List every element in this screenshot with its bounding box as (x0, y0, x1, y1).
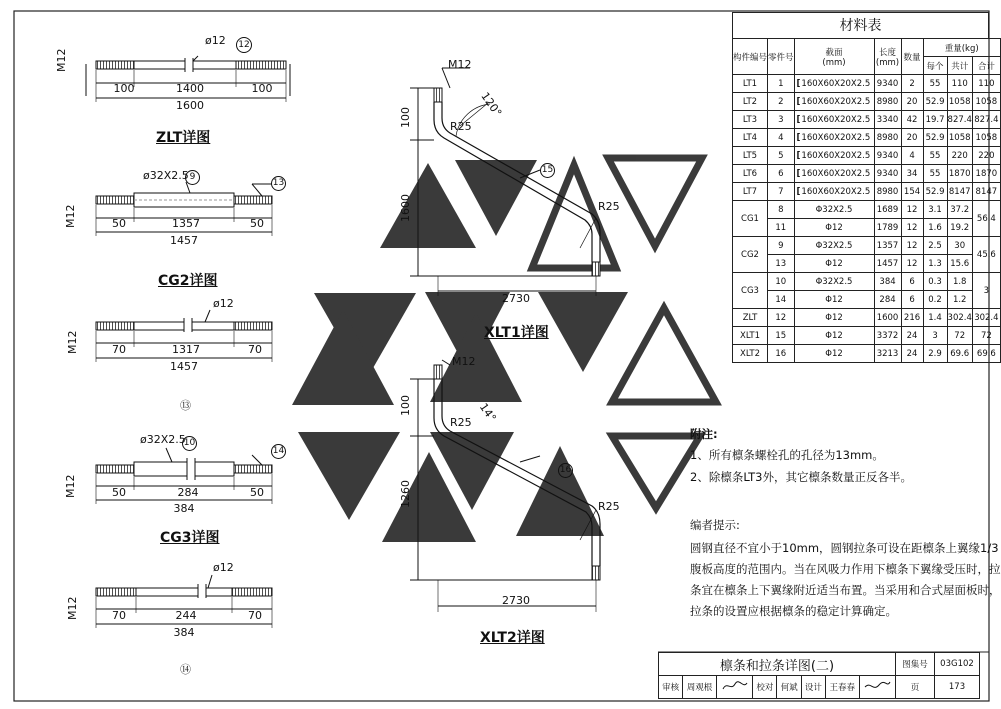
reviewer-signature (716, 676, 752, 699)
quantity-cell: 12 (901, 255, 923, 273)
length-cell: 3340 (874, 111, 901, 129)
design-label: 设计 (801, 676, 825, 699)
section-cell: Φ12 (794, 291, 874, 309)
length-cell: 8980 (874, 93, 901, 111)
part-no-cell: 13 (768, 255, 795, 273)
weight-each-cell: 55 (923, 147, 947, 165)
atlas-no: 03G102 (935, 653, 980, 676)
watermark-triangle (612, 308, 716, 402)
zlt-part-circle: 12 (236, 37, 252, 53)
p13-m12-label: M12 (66, 330, 79, 354)
length-cell: 8980 (874, 183, 901, 201)
quantity-cell: 154 (901, 183, 923, 201)
weight-sum-cell: 56.4 (972, 201, 1000, 237)
weight-sum-cell: 72 (972, 327, 1000, 345)
member-no-cell: XLT2 (733, 345, 768, 363)
cg2-dim-left: 50 (112, 217, 126, 230)
part-no-cell: 10 (768, 273, 795, 291)
weight-total-cell: 19.2 (947, 219, 972, 237)
quantity-cell: 12 (901, 237, 923, 255)
xlt1-angle-label: 120° (478, 89, 505, 120)
cg3-part-circle: 10 (182, 436, 197, 451)
section-value: 160X60X20X2.5 (801, 132, 871, 143)
table-row (733, 237, 1001, 255)
weight-sum-cell: 302.4 (972, 309, 1000, 327)
table-row (733, 129, 1001, 147)
weight-sum-cell: 45.6 (972, 237, 1000, 273)
note-2: 2、除檩条LT3外，其它檩条数量正反各半。 (690, 470, 912, 484)
weight-each-cell: 19.7 (923, 111, 947, 129)
p14-dim-mid: 244 (175, 609, 197, 622)
weight-each-cell: 1.3 (923, 255, 947, 273)
cg2-m12-label: M12 (64, 204, 77, 228)
channel-section-icon: [ (796, 150, 801, 161)
header-weight: 重量(kg) (923, 39, 1000, 57)
length-cell: 284 (874, 291, 901, 309)
quantity-cell: 12 (901, 219, 923, 237)
p14-dim-right: 70 (248, 609, 262, 622)
part-no-cell: 2 (768, 93, 795, 111)
table-row (733, 273, 1001, 291)
xlt1-part-circle: 15 (540, 163, 555, 178)
weight-each-cell: 55 (923, 75, 947, 93)
quantity-cell: 42 (901, 111, 923, 129)
table-row (733, 309, 1001, 327)
table-row (733, 111, 1001, 129)
p14-dia-label: ø12 (213, 561, 234, 574)
section-value: 160X60X20X2.5 (801, 150, 871, 161)
header-part-no: 零件号 (768, 39, 795, 75)
quantity-cell: 2 (901, 75, 923, 93)
cg3-m12-label: M12 (64, 474, 77, 498)
xlt2-r2-label: R25 (598, 500, 620, 513)
weight-total-cell: 1870 (947, 165, 972, 183)
section-cell (794, 129, 874, 147)
length-cell: 1357 (874, 237, 901, 255)
member-no-cell: ZLT (733, 309, 768, 327)
length-cell: 1689 (874, 201, 901, 219)
weight-sum-cell: 220 (972, 147, 1000, 165)
weight-sum-cell: 1058 (972, 129, 1000, 147)
weight-total-cell: 30 (947, 237, 972, 255)
section-cell: Φ12 (794, 219, 874, 237)
editor-heading: 编者提示: (690, 518, 740, 532)
zlt-dia-label: ø12 (205, 34, 226, 47)
part-no-cell: 12 (768, 309, 795, 327)
length-cell: 1789 (874, 219, 901, 237)
checker-name: 何斌 (777, 676, 801, 699)
length-cell: 9340 (874, 75, 901, 93)
length-cell: 1457 (874, 255, 901, 273)
cg3-dim-right: 50 (250, 486, 264, 499)
table-row (733, 291, 1001, 309)
section-cell (794, 165, 874, 183)
weight-sum-cell: 1058 (972, 93, 1000, 111)
length-cell: 9340 (874, 147, 901, 165)
xlt2-dim-height: 1260 (399, 480, 412, 508)
part-no-cell: 9 (768, 237, 795, 255)
member-no-cell: LT4 (733, 129, 768, 147)
editor-note-4: 拉条的设置应根据檩条的稳定计算确定。 (690, 604, 897, 618)
part-no-cell: 1 (768, 75, 795, 93)
weight-each-cell: 0.2 (923, 291, 947, 309)
xlt2-angle-label: 14° (476, 400, 499, 425)
length-cell: 9340 (874, 165, 901, 183)
weight-total-cell: 15.6 (947, 255, 972, 273)
member-no-cell: CG3 (733, 273, 768, 309)
section-value: 160X60X20X2.5 (801, 186, 871, 197)
member-no-cell: CG2 (733, 237, 768, 273)
header-weight-total: 共计 (947, 57, 972, 75)
quantity-cell: 216 (901, 309, 923, 327)
page-number: 173 (935, 676, 980, 699)
channel-section-icon: [ (796, 114, 801, 125)
section-cell (794, 93, 874, 111)
weight-total-cell: 69.6 (947, 345, 972, 363)
xlt2-r1-label: R25 (450, 416, 472, 429)
weight-sum-cell: 827.4 (972, 111, 1000, 129)
member-no-cell: LT5 (733, 147, 768, 165)
drawing-title: 檩条和拉条详图(二) (659, 653, 896, 676)
xlt1-dim-width: 2730 (502, 292, 530, 305)
part-no-cell: 16 (768, 345, 795, 363)
cg3-dim-left: 50 (112, 486, 126, 499)
weight-total-cell: 37.2 (947, 201, 972, 219)
length-cell: 3372 (874, 327, 901, 345)
section-value: 160X60X20X2.5 (801, 78, 871, 89)
table-row (733, 255, 1001, 273)
quantity-cell: 6 (901, 273, 923, 291)
material-table-title: 材料表 (732, 12, 989, 39)
designer-name: 王春春 (825, 676, 859, 699)
p13-dim-left: 70 (112, 343, 126, 356)
member-no-cell: CG1 (733, 201, 768, 237)
member-no-cell: XLT1 (733, 327, 768, 345)
quantity-cell: 20 (901, 93, 923, 111)
cg3-dim-total: 384 (173, 502, 195, 515)
quantity-cell: 20 (901, 129, 923, 147)
quantity-cell: 4 (901, 147, 923, 165)
title-block (658, 652, 980, 699)
header-weight-sum: 合计 (972, 57, 1000, 75)
cg3-title: CG3详图 (160, 530, 220, 546)
cg3-pipe-label: ø32X2.5 (140, 433, 186, 446)
table-row (733, 327, 1001, 345)
member-no-cell: LT3 (733, 111, 768, 129)
member-no-cell: LT2 (733, 93, 768, 111)
zlt-title: ZLT详图 (156, 130, 211, 146)
section-cell: Φ32X2.5 (794, 201, 874, 219)
weight-total-cell: 302.4 (947, 309, 972, 327)
watermark-triangle (455, 160, 537, 236)
weight-sum-cell: 69.6 (972, 345, 1000, 363)
part-no-cell: 4 (768, 129, 795, 147)
weight-each-cell: 2.5 (923, 237, 947, 255)
cg2-part-circle-13: 13 (271, 176, 286, 191)
weight-each-cell: 0.3 (923, 273, 947, 291)
watermark-triangle (612, 436, 700, 508)
xlt1-r2-label: R25 (598, 200, 620, 213)
xlt1-dim-height: 1600 (399, 194, 412, 222)
quantity-cell: 34 (901, 165, 923, 183)
weight-total-cell: 1.8 (947, 273, 972, 291)
header-quantity: 数量 (901, 39, 923, 75)
watermark-triangle (538, 292, 628, 372)
header-length: 长度 (mm) (874, 39, 901, 75)
channel-section-icon: [ (796, 78, 801, 89)
xlt1-r1-label: R25 (450, 120, 472, 133)
zlt-dim-mid: 1400 (176, 82, 204, 95)
quantity-cell: 6 (901, 291, 923, 309)
table-row (733, 93, 1001, 111)
header-weight-each: 每个 (923, 57, 947, 75)
section-cell (794, 183, 874, 201)
cg3-part-circle-14: 14 (271, 444, 286, 459)
cg2-dim-total: 1457 (170, 234, 198, 247)
xlt1-m12-label: M12 (448, 58, 472, 71)
notes-heading: 附注: (690, 427, 718, 441)
table-row (733, 201, 1001, 219)
xlt2-dim-top: 100 (399, 395, 412, 416)
cg3-dim-mid: 284 (177, 486, 199, 499)
watermark-triangle (298, 432, 400, 520)
p13-dia-label: ø12 (213, 297, 234, 310)
weight-each-cell: 52.9 (923, 129, 947, 147)
p13-title: ⑬ (180, 399, 191, 412)
part-no-cell: 6 (768, 165, 795, 183)
weight-total-cell: 8147 (947, 183, 972, 201)
material-table (732, 38, 1001, 363)
p14-m12-label: M12 (66, 596, 79, 620)
section-value: 160X60X20X2.5 (801, 168, 871, 179)
table-row (733, 75, 1001, 93)
section-value: 160X60X20X2.5 (801, 114, 871, 125)
watermark-triangle (380, 163, 476, 248)
channel-section-icon: [ (796, 186, 801, 197)
review-label: 审核 (659, 676, 683, 699)
weight-each-cell: 52.9 (923, 183, 947, 201)
reviewer-name: 周观根 (683, 676, 717, 699)
weight-each-cell: 55 (923, 165, 947, 183)
editor-note-1: 圆钢直径不宜小于10mm，圆钢拉条可设在距檩条上翼缘1/3 (690, 541, 999, 555)
length-cell: 1600 (874, 309, 901, 327)
weight-each-cell: 1.4 (923, 309, 947, 327)
xlt2-dim-width: 2730 (502, 594, 530, 607)
member-no-cell: LT6 (733, 165, 768, 183)
editor-note-2: 腹板高度的范围内。当在风吸力作用下檩条下翼缘受压时，拉 (690, 562, 1001, 576)
p13-dim-total: 1457 (170, 360, 198, 373)
page-label: 页 (896, 676, 935, 699)
xlt2-title: XLT2详图 (480, 630, 545, 646)
section-cell: Φ12 (794, 255, 874, 273)
member-no-cell: LT1 (733, 75, 768, 93)
xlt1-dim-top: 100 (399, 107, 412, 128)
channel-section-icon: [ (796, 132, 801, 143)
length-cell: 8980 (874, 129, 901, 147)
part-no-cell: 3 (768, 111, 795, 129)
xlt2-part-circle: 16 (558, 463, 573, 478)
check-label: 校对 (753, 676, 777, 699)
weight-total-cell: 110 (947, 75, 972, 93)
weight-total-cell: 72 (947, 327, 972, 345)
zlt-dim-left: 100 (113, 82, 135, 95)
quantity-cell: 12 (901, 201, 923, 219)
section-cell: Φ12 (794, 309, 874, 327)
weight-total-cell: 1.2 (947, 291, 972, 309)
weight-sum-cell: 110 (972, 75, 1000, 93)
zlt-dim-right: 100 (251, 82, 273, 95)
part-no-cell: 14 (768, 291, 795, 309)
zlt-m12-label: M12 (55, 48, 68, 72)
section-value: 160X60X20X2.5 (801, 96, 871, 107)
p14-dim-total: 384 (173, 626, 195, 639)
zlt-dim-total: 1600 (176, 99, 204, 112)
part-no-cell: 5 (768, 147, 795, 165)
weight-each-cell: 2.9 (923, 345, 947, 363)
atlas-no-label: 图集号 (896, 653, 935, 676)
part-no-cell: 8 (768, 201, 795, 219)
channel-section-icon: [ (796, 96, 801, 107)
part-no-cell: 15 (768, 327, 795, 345)
table-row (733, 219, 1001, 237)
quantity-cell: 24 (901, 345, 923, 363)
part-no-cell: 11 (768, 219, 795, 237)
weight-total-cell: 827.4 (947, 111, 972, 129)
table-row (733, 147, 1001, 165)
length-cell: 3213 (874, 345, 901, 363)
p14-title: ⑭ (180, 663, 191, 676)
section-cell: Φ12 (794, 345, 874, 363)
weight-each-cell: 52.9 (923, 93, 947, 111)
length-cell: 384 (874, 273, 901, 291)
designer-signature (859, 676, 895, 699)
cg2-dim-right: 50 (250, 217, 264, 230)
weight-each-cell: 3 (923, 327, 947, 345)
quantity-cell: 24 (901, 327, 923, 345)
member-no-cell: LT7 (733, 183, 768, 201)
header-section: 截面 (mm) (794, 39, 874, 75)
cg2-part-circle: 9 (185, 170, 200, 185)
section-cell (794, 147, 874, 165)
section-cell: Φ32X2.5 (794, 237, 874, 255)
weight-total-cell: 220 (947, 147, 972, 165)
weight-sum-cell: 1870 (972, 165, 1000, 183)
p13-dim-right: 70 (248, 343, 262, 356)
channel-section-icon: [ (796, 168, 801, 179)
xlt2-m12-label: M12 (452, 355, 476, 368)
weight-sum-cell: 3 (972, 273, 1000, 309)
xlt1-title: XLT1详图 (484, 325, 549, 341)
table-row (733, 345, 1001, 363)
part-no-cell: 7 (768, 183, 795, 201)
weight-each-cell: 1.6 (923, 219, 947, 237)
section-cell (794, 111, 874, 129)
table-row (733, 183, 1001, 201)
cg2-pipe-label: ø32X2.5 (143, 169, 189, 182)
section-cell: Φ32X2.5 (794, 273, 874, 291)
p13-dim-mid: 1317 (172, 343, 200, 356)
section-cell: Φ12 (794, 327, 874, 345)
weight-total-cell: 1058 (947, 129, 972, 147)
weight-total-cell: 1058 (947, 93, 972, 111)
watermark-triangle (608, 158, 702, 246)
cg2-title: CG2详图 (158, 273, 218, 289)
editor-note-3: 条宜在檩条上下翼缘附近适当布置。当采用和合式屋面板时， (690, 583, 1001, 597)
cg2-dim-mid: 1357 (172, 217, 200, 230)
header-member-no: 构件编号 (733, 39, 768, 75)
section-cell (794, 75, 874, 93)
table-row (733, 165, 1001, 183)
triangle-watermark (292, 158, 716, 542)
weight-sum-cell: 8147 (972, 183, 1000, 201)
weight-each-cell: 3.1 (923, 201, 947, 219)
note-1: 1、所有檩条螺栓孔的孔径为13mm。 (690, 448, 884, 462)
zlt-rod-drawing (86, 56, 290, 102)
p14-dim-left: 70 (112, 609, 126, 622)
watermark-triangle (532, 165, 616, 268)
